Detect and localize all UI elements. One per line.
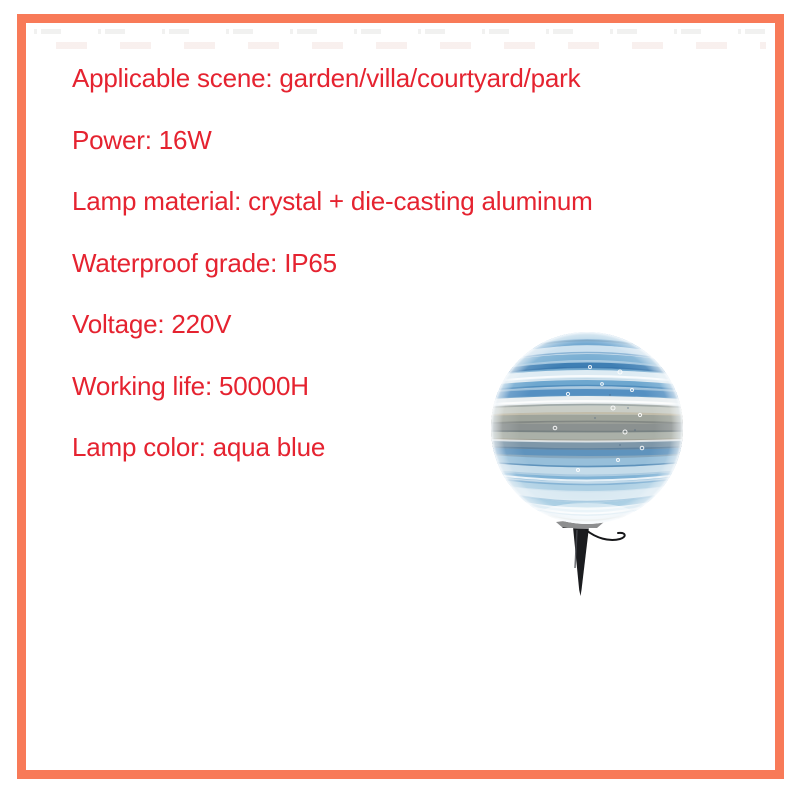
product-photo-globe-stake-light (470, 320, 710, 610)
spec-line-applicable-scene: Applicable scene: garden/villa/courtyard/park (72, 63, 581, 93)
spec-line-voltage: Voltage: 220V (72, 309, 232, 339)
spec-line-waterproof-grade: Waterproof grade: IP65 (72, 247, 337, 278)
spec-line-power: Power: 16W (72, 124, 212, 155)
spec-line-lamp-material: Lamp material: crystal + die-casting aluminum (72, 186, 593, 216)
globe-sphere (491, 332, 683, 529)
ground-stake (556, 520, 604, 596)
spec-line-working-life: Working life: 50000H (72, 370, 309, 401)
spec-line-lamp-color: Lamp color: aqua blue (72, 432, 326, 462)
power-cable (586, 530, 625, 540)
